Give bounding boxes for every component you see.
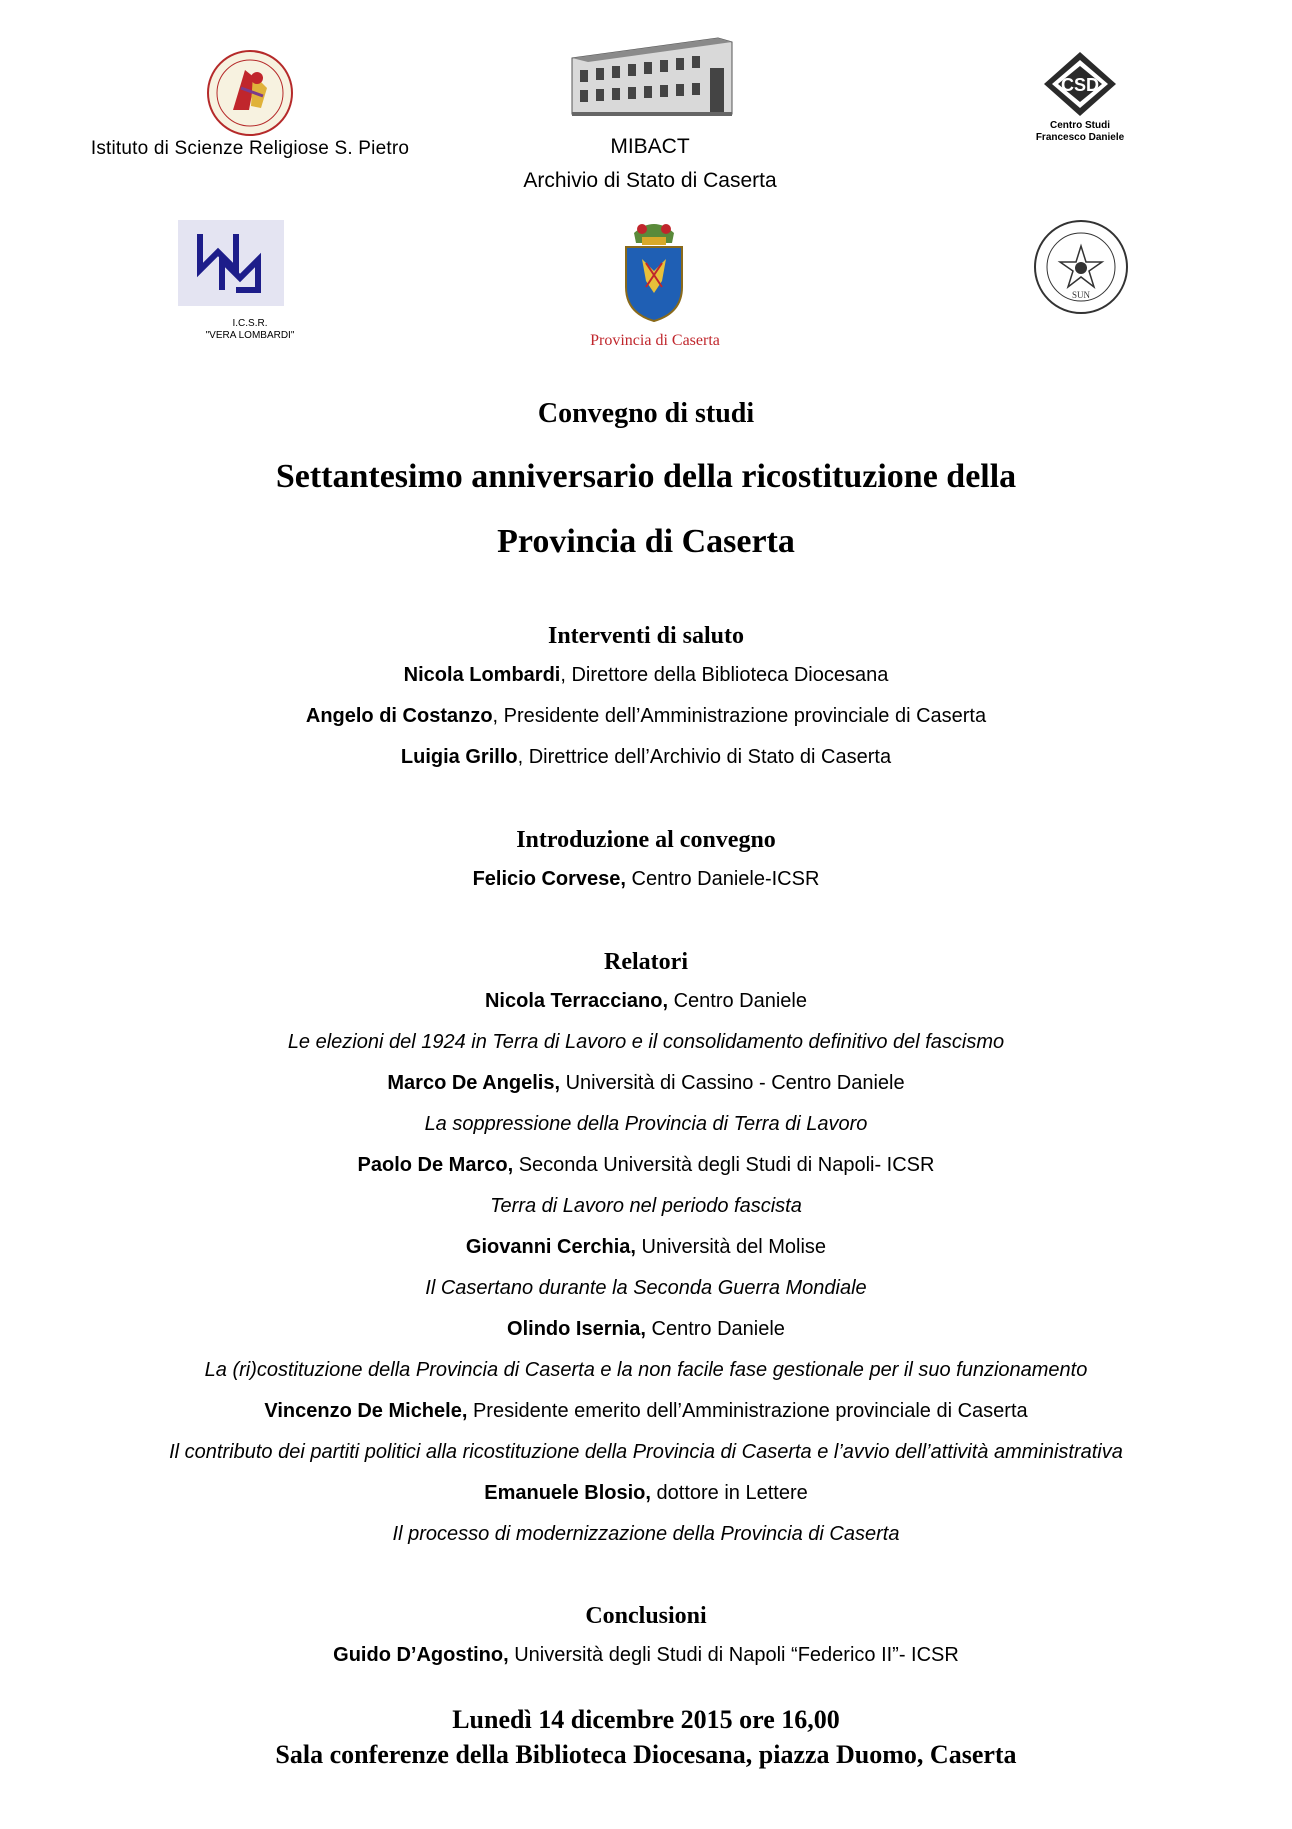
saluti-item	[0, 746, 1292, 769]
relatori-title: Relatori	[604, 949, 688, 975]
mibact-caption	[500, 130, 800, 198]
talk-title: Terra di Lavoro nel periodo fascista	[490, 1195, 802, 1217]
provincia-caption: Provincia di Caserta	[590, 332, 720, 349]
event-title-line1: Settantesimo anniversario della ricostituzione della	[275, 458, 1017, 495]
speaker-role: , Direttore della Biblioteca Diocesana	[560, 664, 889, 686]
sun-university-seal-logo	[1032, 218, 1130, 316]
talk-title: Le elezioni del 1924 in Terra di Lavoro e il consolidamento definitivo del fascismo	[287, 1031, 1005, 1053]
introduzione-item	[0, 868, 1292, 891]
event-title-line2: Provincia di Caserta	[497, 523, 795, 560]
speaker-role: Università di Cassino - Centro Daniele	[560, 1072, 905, 1094]
introduzione-title: Introduzione al convegno	[516, 827, 776, 853]
event-type: Convegno di studi	[537, 398, 755, 429]
csd-mark: CSD	[1060, 75, 1100, 95]
mibact-line2: Archivio di Stato di Caserta	[523, 169, 777, 192]
archive-building-logo	[568, 28, 736, 120]
relatore-item	[0, 1400, 1292, 1423]
speaker-role: , Presidente dell’Amministrazione provinciale di Caserta	[492, 705, 987, 727]
speaker-name: Paolo De Marco,	[357, 1154, 514, 1176]
speaker-role: Università degli Studi di Napoli “Federico II”- ICSR	[508, 1644, 959, 1666]
relatore-item	[0, 1072, 1292, 1095]
issr-seal-logo	[205, 48, 295, 138]
mibact-line1: MIBACT	[610, 135, 690, 158]
talk-title: La soppressione della Provincia di Terra di Lavoro	[424, 1113, 868, 1135]
conclusioni-title: Conclusioni	[585, 1603, 707, 1629]
speaker-name: Guido D’Agostino,	[333, 1644, 509, 1666]
speaker-name: Nicola Lombardi	[403, 664, 561, 686]
speaker-name: Felicio Corvese,	[472, 868, 626, 890]
speaker-name: Angelo di Costanzo	[305, 705, 493, 727]
relatore-item	[0, 1482, 1292, 1505]
speaker-name: Luigia Grillo	[400, 746, 518, 768]
speaker-role: dottore in Lettere	[650, 1482, 808, 1504]
relatore-item	[0, 990, 1292, 1013]
talk-title: Il processo di modernizzazione della Provincia di Caserta	[392, 1523, 900, 1545]
talk-title: La (ri)costituzione della Provincia di Caserta e la non facile fase gestionale per il suo funzionamento	[204, 1359, 1088, 1381]
saluti-item	[0, 664, 1292, 687]
relatore-item	[0, 1154, 1292, 1177]
speaker-name: Olindo Isernia,	[507, 1318, 646, 1340]
speaker-name: Giovanni Cerchia,	[465, 1236, 636, 1258]
speaker-role: Centro Daniele-ICSR	[625, 868, 820, 890]
icsr-logo	[178, 220, 284, 306]
speaker-role: Centro Daniele	[668, 990, 807, 1012]
conclusioni-item	[0, 1644, 1292, 1667]
event-date: Lunedì 14 dicembre 2015 ore 16,00	[452, 1705, 840, 1734]
icsr-line1: I.C.S.R.	[232, 318, 268, 329]
speaker-name: Nicola Terracciano,	[484, 990, 669, 1012]
issr-caption: Istituto di Scienze Religiose S. Pietro	[90, 138, 410, 159]
csd-logo	[1040, 50, 1120, 120]
speaker-role: Seconda Università degli Studi di Napoli- ICSR	[513, 1154, 935, 1176]
relatore-item	[0, 1236, 1292, 1259]
event-venue: Sala conferenze della Biblioteca Diocesana, piazza Duomo, Caserta	[275, 1740, 1017, 1769]
csd-caption	[1010, 120, 1150, 144]
icsr-line2: "VERA LOMBARDI"	[205, 330, 295, 341]
saluti-title: Interventi di saluto	[547, 623, 744, 649]
csd-line1: Centro Studi	[1050, 120, 1110, 131]
speaker-role: Università del Molise	[635, 1236, 827, 1258]
speaker-name: Vincenzo De Michele,	[264, 1400, 468, 1422]
sun-mark: SUN	[1071, 290, 1091, 300]
provincia-crest-logo	[612, 215, 696, 325]
talk-title: Il contributo dei partiti politici alla ricostituzione della Provincia di Caserta e l’avvio dell’attività amministrativa	[169, 1441, 1123, 1463]
saluti-item	[0, 705, 1292, 728]
speaker-role: , Direttrice dell’Archivio di Stato di Caserta	[517, 746, 892, 768]
talk-title: Il Casertano durante la Seconda Guerra Mondiale	[425, 1277, 867, 1299]
relatore-item	[0, 1318, 1292, 1341]
speaker-role: Centro Daniele	[645, 1318, 785, 1340]
icsr-caption	[170, 318, 330, 342]
speaker-name: Marco De Angelis,	[387, 1072, 561, 1094]
speaker-role: Presidente emerito dell’Amministrazione provinciale di Caserta	[467, 1400, 1028, 1422]
csd-line2: Francesco Daniele	[1035, 132, 1125, 143]
speaker-name: Emanuele Blosio,	[484, 1482, 651, 1504]
